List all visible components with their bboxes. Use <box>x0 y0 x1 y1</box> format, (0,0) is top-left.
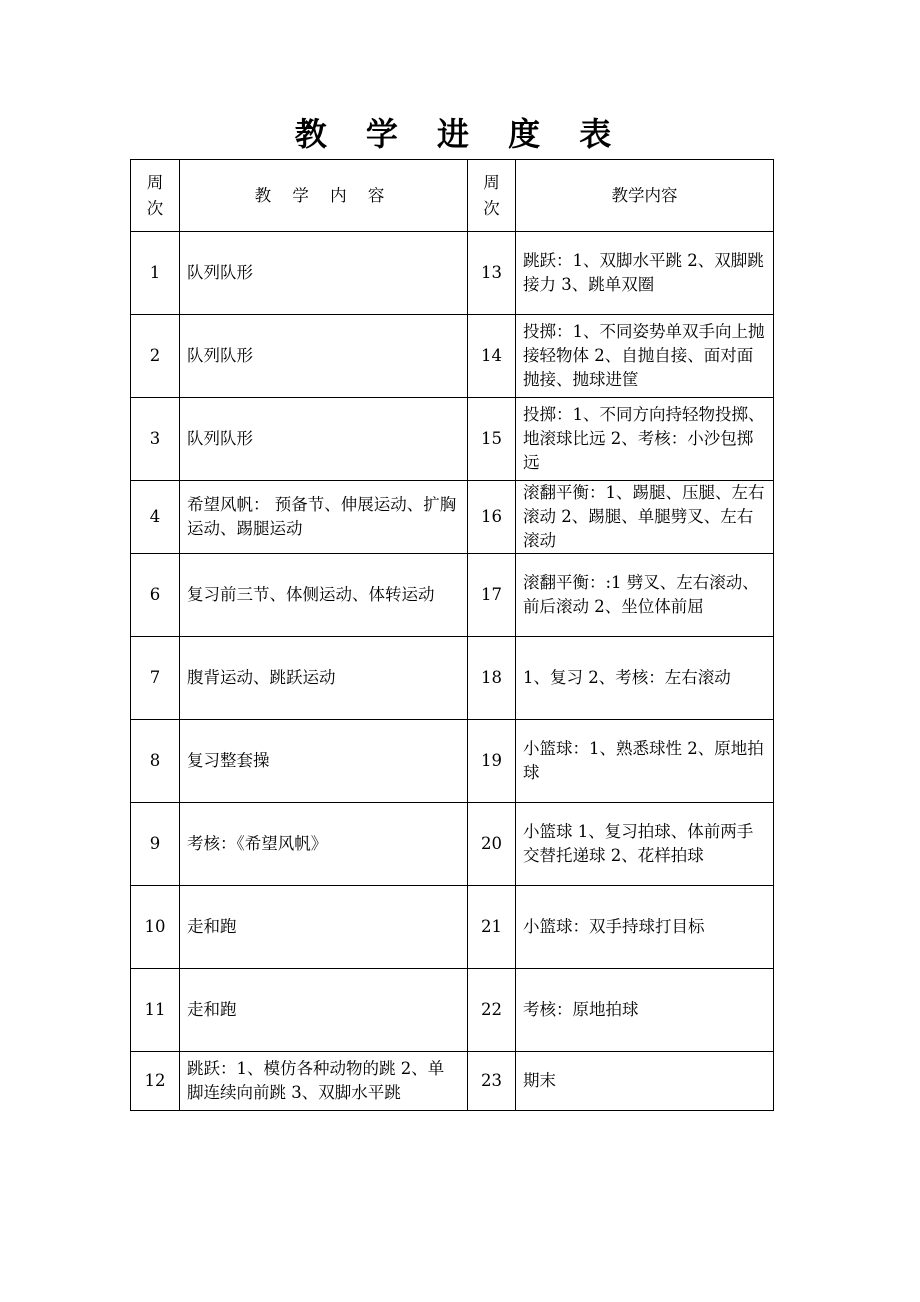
week-number-left: 6 <box>131 554 180 637</box>
lesson-content-right: 小篮球：1、熟悉球性 2、原地拍球 <box>516 720 774 803</box>
table-row <box>131 232 774 315</box>
lesson-content-left: 希望风帆： 预备节、伸展运动、扩胸运动、踢腿运动 <box>180 481 468 554</box>
week-number-right: 15 <box>468 398 516 481</box>
week-number-left: 3 <box>131 398 180 481</box>
lesson-content-left: 复习前三节、体侧运动、体转运动 <box>180 554 468 637</box>
table-row <box>131 803 774 886</box>
lesson-content-right: 滚翻平衡：1、踢腿、压腿、左右滚动 2、踢腿、单腿劈叉、左右滚动 <box>516 481 774 554</box>
lesson-content-left: 队列队形 <box>180 315 468 398</box>
table-row <box>131 1052 774 1111</box>
lesson-content-right: 投掷：1、不同方向持轻物投掷、地滚球比远 2、考核：小沙包掷远 <box>516 398 774 481</box>
week-number-right: 23 <box>468 1052 516 1111</box>
schedule-table <box>130 159 774 1111</box>
content-header-right: 教学内容 <box>516 160 774 232</box>
lesson-content-left: 考核：《希望风帆》 <box>180 803 468 886</box>
lesson-content-left: 走和跑 <box>180 969 468 1052</box>
week-number-left: 1 <box>131 232 180 315</box>
lesson-content-right: 小篮球：双手持球打目标 <box>516 886 774 969</box>
week-number-left: 4 <box>131 481 180 554</box>
table-row <box>131 315 774 398</box>
week-number-left: 9 <box>131 803 180 886</box>
lesson-content-left: 腹背运动、跳跃运动 <box>180 637 468 720</box>
lesson-content-left: 复习整套操 <box>180 720 468 803</box>
week-number-right: 20 <box>468 803 516 886</box>
week-number-right: 13 <box>468 232 516 315</box>
week-header-char-2: 次 <box>146 198 164 218</box>
table-row <box>131 398 774 481</box>
lesson-content-right: 投掷：1、不同姿势单双手向上抛接轻物体 2、自抛自接、面对面抛接、抛球进筐 <box>516 315 774 398</box>
week-number-left: 10 <box>131 886 180 969</box>
lesson-content-right: 期末 <box>516 1052 774 1111</box>
week-number-right: 21 <box>468 886 516 969</box>
week-header-char-1: 周 <box>146 172 164 192</box>
week-number-left: 7 <box>131 637 180 720</box>
week-header-char-2: 次 <box>483 198 500 218</box>
week-number-right: 18 <box>468 637 516 720</box>
table-row <box>131 720 774 803</box>
week-header-left <box>131 160 180 232</box>
lesson-content-right: 1、复习 2、考核：左右滚动 <box>516 637 774 720</box>
content-header-left: 教 学 内 容 <box>180 160 468 232</box>
week-number-left: 12 <box>131 1052 180 1111</box>
table-row <box>131 554 774 637</box>
week-number-right: 14 <box>468 315 516 398</box>
table-row <box>131 637 774 720</box>
week-number-left: 8 <box>131 720 180 803</box>
lesson-content-left: 队列队形 <box>180 232 468 315</box>
week-number-right: 22 <box>468 969 516 1052</box>
table-row <box>131 969 774 1052</box>
table-row <box>131 481 774 554</box>
week-number-left: 2 <box>131 315 180 398</box>
lesson-content-left: 走和跑 <box>180 886 468 969</box>
week-number-right: 16 <box>468 481 516 554</box>
lesson-content-left: 队列队形 <box>180 398 468 481</box>
table-row <box>131 886 774 969</box>
week-number-right: 19 <box>468 720 516 803</box>
lesson-content-right: 考核：原地拍球 <box>516 969 774 1052</box>
lesson-content-right: 小篮球 1、复习拍球、体前两手交替托递球 2、花样拍球 <box>516 803 774 886</box>
table-header-row <box>131 160 774 232</box>
lesson-content-right: 跳跃：1、双脚水平跳 2、双脚跳接力 3、跳单双圈 <box>516 232 774 315</box>
week-number-left: 11 <box>131 969 180 1052</box>
page-title: 教 学 进 度 表 <box>294 115 626 153</box>
week-number-right: 17 <box>468 554 516 637</box>
week-header-char-1: 周 <box>483 172 500 192</box>
lesson-content-left: 跳跃：1、模仿各种动物的跳 2、单脚连续向前跳 3、双脚水平跳 <box>180 1052 468 1111</box>
lesson-content-right: 滚翻平衡：:1 劈叉、左右滚动、前后滚动 2、坐位体前屈 <box>516 554 774 637</box>
week-header-right <box>468 160 516 232</box>
